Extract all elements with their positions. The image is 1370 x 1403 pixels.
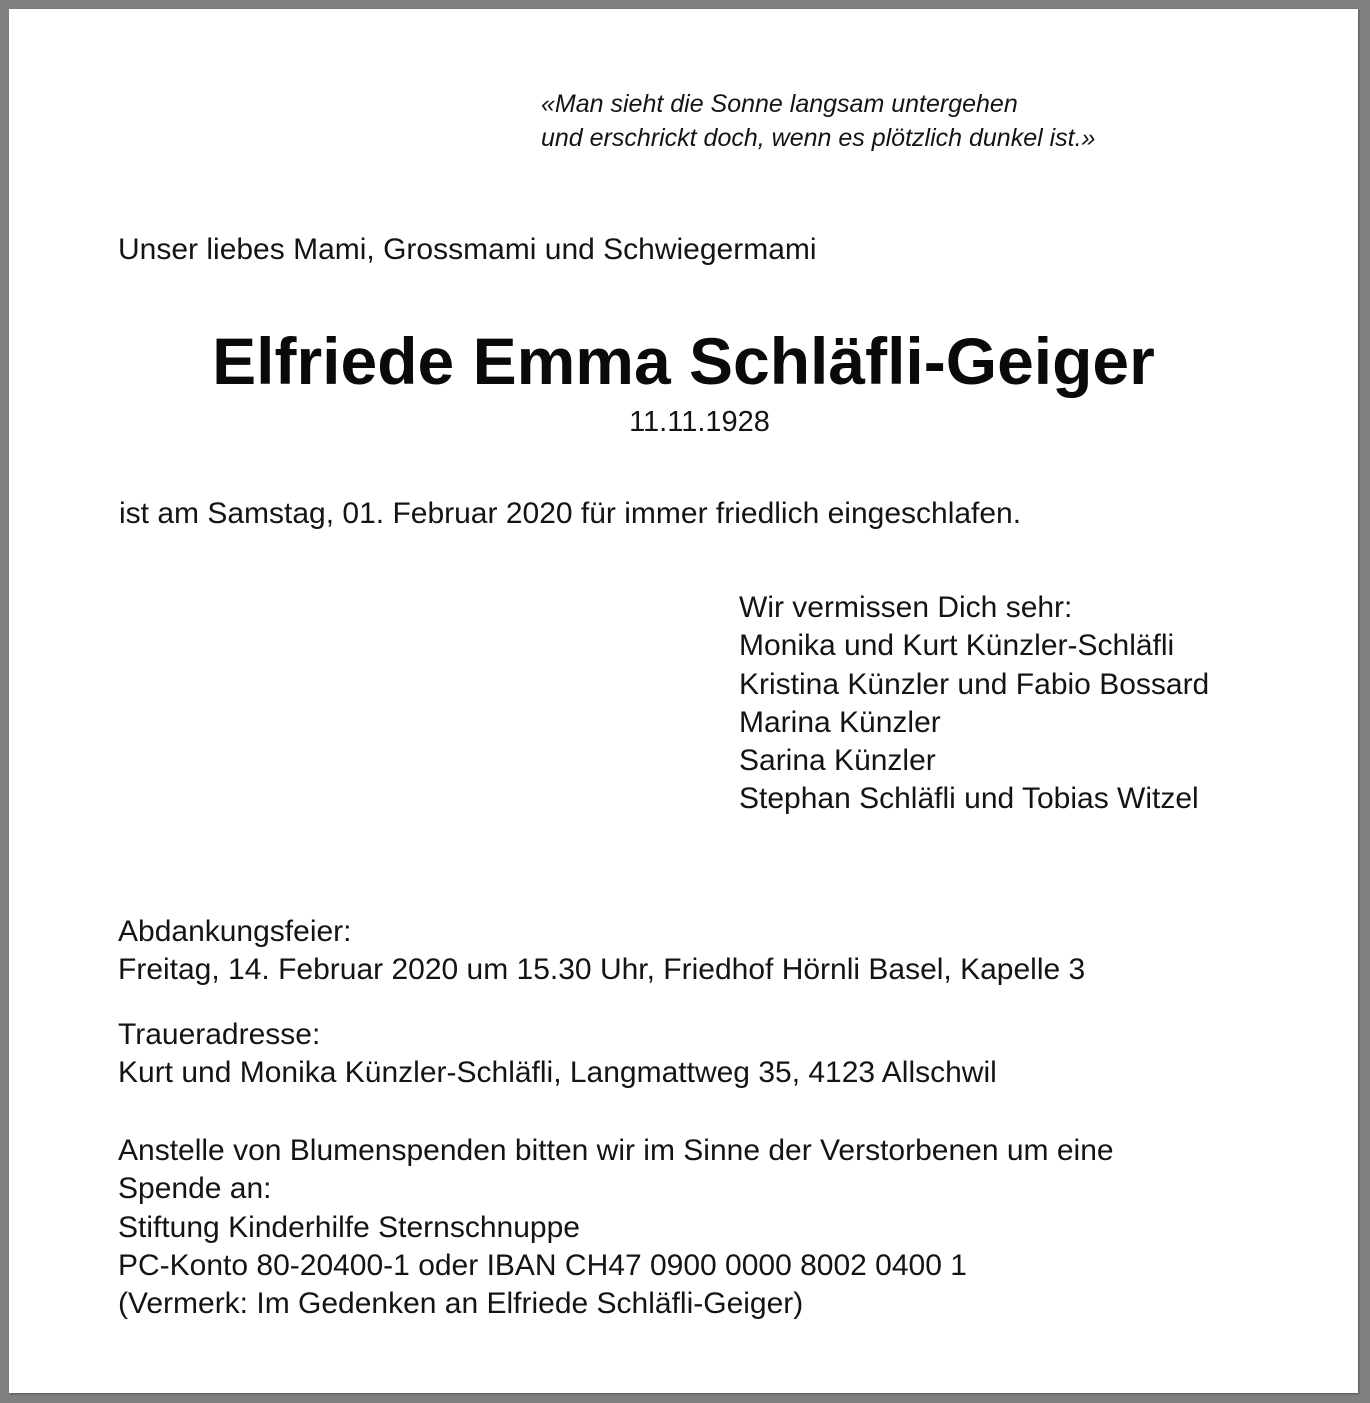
ceremony-details: Freitag, 14. Februar 2020 um 15.30 Uhr, Friedhof Hörnli Basel, Kapelle 3 xyxy=(118,953,1086,987)
donation-info xyxy=(118,1132,1114,1323)
quote-line-1: «Man sieht die Sonne langsam untergehen xyxy=(541,90,1018,118)
mourners-heading: Wir vermissen Dich sehr: xyxy=(739,591,1073,624)
donation-line-1: Anstelle von Blumenspenden bitten wir im Sinne der Verstorbenen um eine xyxy=(118,1134,1114,1167)
address-details: Kurt und Monika Künzler-Schläfli, Langmattweg 35, 4123 Allschwil xyxy=(118,1056,997,1090)
opening-quote xyxy=(541,87,1095,155)
mourning-address xyxy=(118,1016,997,1093)
quote-line-2: und erschrickt doch, wenn es plötzlich dunkel ist.» xyxy=(541,124,1096,152)
obituary-page xyxy=(9,9,1358,1393)
mourner-name: Stephan Schläfli und Tobias Witzel xyxy=(739,782,1199,816)
donation-account: PC-Konto 80-20400-1 oder IBAN CH47 0900 0000 8002 0400 1 xyxy=(118,1248,967,1282)
ceremony-label: Abdankungsfeier: xyxy=(118,915,352,948)
intro-text: Unser liebes Mami, Grossmami und Schwiegermami xyxy=(118,233,817,266)
mourner-name: Sarina Künzler xyxy=(739,744,936,778)
mourner-name: Kristina Künzler und Fabio Bossard xyxy=(739,667,1210,701)
mourners-list xyxy=(739,589,1209,819)
deceased-name: Elfriede Emma Schläfli-Geiger xyxy=(212,324,1155,398)
mourner-name: Monika und Kurt Künzler-Schläfli xyxy=(739,629,1175,663)
passing-notice: ist am Samstag, 01. Februar 2020 für immer friedlich eingeschlafen. xyxy=(119,497,1022,530)
birth-date: 11.11.1928 xyxy=(629,406,770,438)
address-label: Traueradresse: xyxy=(118,1018,321,1051)
donation-line-2: Spende an: xyxy=(118,1172,272,1206)
donation-note: (Vermerk: Im Gedenken an Elfriede Schläfli-Geiger) xyxy=(118,1287,804,1321)
donation-foundation: Stiftung Kinderhilfe Sternschnuppe xyxy=(118,1210,580,1244)
mourner-name: Marina Künzler xyxy=(739,705,941,739)
ceremony-info xyxy=(118,913,1085,990)
